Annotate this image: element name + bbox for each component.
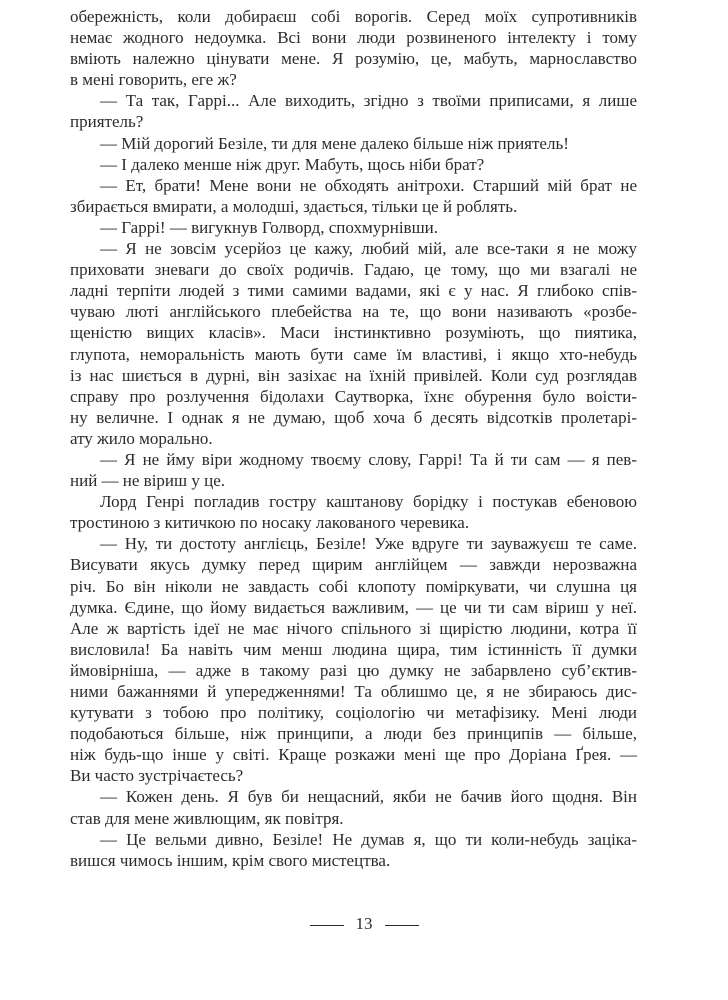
paragraph [70,533,637,786]
text-line: приятель? [70,112,144,132]
text-line: із нас шиється в дурні, він зазіхає на їхній привілей. Коли суд розглядав [70,365,637,385]
paragraph [70,491,637,533]
page-body [70,6,637,871]
text-line: — Ет, брати! Мене вони не обходять анітрохи. Старший мій брат не [100,175,637,195]
paragraph [70,217,637,238]
text-line: — Кожен день. Я був би нещасний, якби не бачив його щодня. Він [100,787,637,807]
text-line: кутувати з тобою про політику, соціологію чи метафізику. Мені люди [70,703,637,723]
text-line: — Я не йму віри жодному твоєму слову, Гаррі! Та й ти сам — я пев- [100,449,637,469]
text-line: обережність, коли добираєш собі ворогів. Серед моїх супротивників [70,7,637,26]
text-line: — Та так, Гаррі... Але виходить, згідно з твоїми приписами, я лише [100,91,637,111]
text-line: вишся чимось іншим, крім свого мистецтва. [70,850,391,870]
text-line: думка. Єдине, що йому видається важливим, — це чи ти сам віриш у неї. [70,597,637,617]
text-line: в мені говорить, еге ж? [70,70,237,90]
paragraph [70,90,637,132]
text-line: — Гаррі! — вигукнув Голворд, спохмурнівши. [100,217,439,237]
text-line: вміють належно цінувати мене. Я розумію, це, мабуть, марнославство [70,49,637,69]
text-line: щеністю вищих класів». Маси інстинктивно розуміють, що пиятика, [70,323,637,343]
paragraph [70,786,637,828]
text-line: ними бажаннями й упередженнями! Та облишмо це, я не збираюсь дис- [70,682,637,701]
text-line: став для мене живлющим, як повітря. [70,808,344,828]
text-line: ну величне. І однак я не думаю, щоб хоча б десять відсотків пролетарі- [70,407,637,427]
text-line: ладні терпіти людей з тими самими вадами, які є у нас. Я глибоко спів- [70,281,637,301]
text-line: Ви часто зустрічаєтесь? [70,766,244,786]
text-line: — І далеко менше ніж друг. Мабуть, щось ніби брат? [100,154,485,174]
text-line: тростиною з китичкою по носаку лакованого черевика. [70,513,470,533]
text-line: Але ж вартість ідеї не має нічого спільного зі щирістю людини, котра її [70,618,637,638]
text-line: Лорд Генрі погладив гостру каштанову борідку і постукав ебеновою [100,492,637,512]
paragraph [70,449,637,491]
paragraph [70,6,637,90]
text-line: збирається вмирати, а молодші, здається, тільки це й роблять. [70,196,518,216]
text-line: ніж будь-що інше у світі. Краще розкажи мені ще про Доріана Ґрея. — [70,745,637,765]
text-line: ний — не віриш у це. [70,471,226,491]
text-line: чуваю люті англійського плебейства на те, що вони називають «розбе- [70,302,637,322]
divider [310,925,344,926]
paragraph [70,154,637,175]
paragraph [70,175,637,217]
text-line: — Я не зовсім усерйоз це кажу, любий мій, але все-таки я не можу [100,239,637,259]
paragraph [70,133,637,154]
text-line: приховати зневаги до своїх родичів. Гадаю, це тому, що ми взагалі не [70,260,637,280]
text-line: — Ну, ти достоту англієць, Безіле! Уже вдруге ти зауважуєш те саме. [100,534,637,554]
text-line: — Це вельми дивно, Безіле! Не думав я, що ти коли-небудь заціка- [100,829,637,849]
page-number: 13 [355,914,373,933]
paragraph [70,829,637,871]
text-line: Висувати якусь думку перед щирим англійцем — завжди нерозважна [70,555,637,575]
page-number-footer [0,914,728,934]
divider [385,925,419,926]
text-line: — Мій дорогий Безіле, ти для мене далеко більше ніж приятель! [100,133,569,153]
text-line: подобаються більше, ніж принципи, а люди без принципів — більше, [70,724,637,744]
text-line: глупота, неморальність мають бути саме їм властиві, і якщо хто-небудь [70,344,637,364]
text-line: річ. Бо він ніколи не завдасть собі клопоту поміркувати, чи слушна ця [70,576,637,596]
text-line: немає жодного недоумка. Всі вони люди розвиненого інтелекту і тому [70,28,637,48]
text-line: ймовірніша, — адже в такому разі цю думку не забарвлено суб’єктив- [70,660,637,680]
text-line: висловила! Ба навіть чим менш людина щира, тим істинність її думки [70,639,637,659]
paragraph [70,238,637,449]
text-line: справу про розлучення бідолахи Саутворка, їхнє обурення було воісти- [70,386,637,406]
text-line: ату жило морально. [70,428,213,448]
